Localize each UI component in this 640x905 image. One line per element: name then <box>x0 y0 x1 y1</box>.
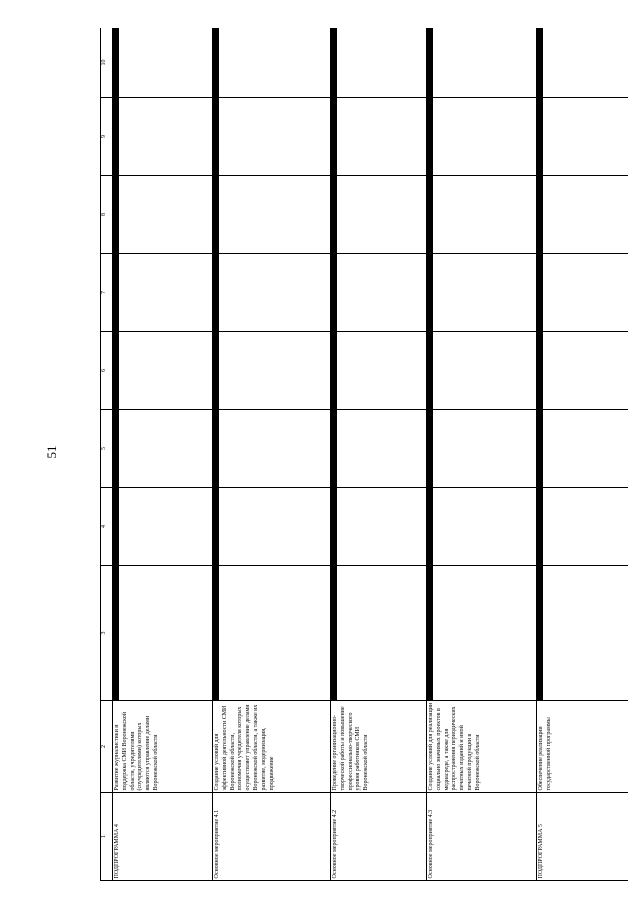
value-column <box>213 98 331 176</box>
value-column <box>537 410 629 488</box>
value-column <box>331 176 427 254</box>
value-column <box>113 98 213 176</box>
sub-cell <box>218 254 219 331</box>
value-column <box>331 28 427 98</box>
header-cell: 2 <box>101 701 113 793</box>
expense-value <box>118 306 119 330</box>
sub-cell <box>542 28 543 97</box>
rotated-table-wrapper <box>100 28 628 881</box>
program-code: Основное мероприятие 4.1 <box>213 793 331 881</box>
header-cell: 9 <box>101 98 113 176</box>
sub-cell <box>542 410 543 487</box>
value-column <box>427 98 537 176</box>
sub-cell <box>542 98 543 175</box>
header-cell: 1 <box>101 793 113 881</box>
program-row <box>213 28 331 881</box>
sub-cell <box>118 410 119 487</box>
expense-value <box>218 306 219 330</box>
expense-value <box>118 535 119 564</box>
value-column <box>537 254 629 332</box>
value-column <box>113 410 213 488</box>
sub-cell <box>118 332 119 409</box>
expense-value <box>336 465 337 486</box>
expense-label <box>118 592 119 699</box>
expense-value <box>432 322 433 330</box>
value-column <box>213 254 331 332</box>
value-column <box>537 28 629 98</box>
expense-value <box>118 228 119 252</box>
expense-value <box>218 462 219 486</box>
expense-value <box>218 150 219 174</box>
value-column <box>427 488 537 566</box>
header-cell: 4 <box>101 488 113 566</box>
expense-value <box>432 478 433 486</box>
expense-value <box>542 309 543 330</box>
value-column <box>427 28 537 98</box>
sub-cell <box>218 566 219 700</box>
table-body <box>101 28 629 881</box>
expense-value <box>218 535 219 564</box>
sub-cell <box>432 488 433 565</box>
expense-value <box>118 150 119 174</box>
expense-value <box>118 72 119 96</box>
program-row <box>113 28 213 881</box>
value-column <box>427 176 537 254</box>
value-column <box>213 488 331 566</box>
sub-cell <box>118 176 119 253</box>
value-column <box>537 98 629 176</box>
expense-label <box>336 592 337 699</box>
value-column <box>113 254 213 332</box>
program-title: Создание условий для эффективной деятельности СМИ Воронежской области, полномочия учредителя которых осуществляет управление делами Воронежской области, а также их развитие, модернизация, продвижение <box>213 701 331 793</box>
sub-cell <box>542 176 543 253</box>
expense-value <box>336 540 337 564</box>
value-column <box>331 254 427 332</box>
sub-cell <box>432 28 433 97</box>
sub-cell <box>218 410 219 487</box>
budget-table <box>100 28 628 881</box>
expense-value <box>336 231 337 252</box>
expense-label <box>432 592 433 699</box>
value-column <box>537 488 629 566</box>
expense-value <box>336 309 337 330</box>
expense-value <box>336 75 337 96</box>
value-column <box>537 176 629 254</box>
value-column <box>537 332 629 410</box>
header-cell: 8 <box>101 176 113 254</box>
expense-label-column <box>113 566 213 701</box>
expense-value <box>432 543 433 564</box>
sub-cell <box>218 176 219 253</box>
expense-value <box>336 387 337 408</box>
header-cell: 3 <box>101 566 113 701</box>
value-column <box>213 332 331 410</box>
program-title: Развитие журналистики и поддержка СМИ Воронежской области, учредителями (соучредителями) которых являются управление делами Воронежской области <box>113 701 213 793</box>
sub-cell <box>336 98 337 175</box>
sub-cell <box>336 332 337 409</box>
value-column <box>113 488 213 566</box>
expense-label-column <box>427 566 537 701</box>
expense-value <box>542 153 543 174</box>
program-code: ПОДПРОГРАММА 4 <box>113 793 213 881</box>
sub-cell <box>218 98 219 175</box>
value-column <box>331 488 427 566</box>
sub-cell <box>432 176 433 253</box>
expense-label-column <box>331 566 427 701</box>
program-title: Создание условий для реализации социально значимых проектов в медиасреде, а также для распространения периодических печатных изданий и иной печатной продукции в Воронежской области <box>427 701 537 793</box>
value-column <box>213 410 331 488</box>
sub-cell <box>336 254 337 331</box>
value-column <box>113 332 213 410</box>
program-code: ПОДПРОГРАММА 5 <box>537 793 629 881</box>
sub-cell <box>432 332 433 409</box>
expense-value <box>336 153 337 174</box>
sub-cell <box>336 28 337 97</box>
value-column <box>331 98 427 176</box>
sub-cell <box>118 488 119 565</box>
sub-cell <box>218 28 219 97</box>
sub-cell <box>218 488 219 565</box>
program-code: Основное мероприятие 4.2 <box>331 793 427 881</box>
expense-value <box>542 387 543 408</box>
sub-cell <box>432 254 433 331</box>
value-column <box>427 254 537 332</box>
expense-value <box>542 75 543 96</box>
header-cell: 5 <box>101 410 113 488</box>
sub-cell <box>336 566 337 700</box>
header-row <box>101 28 113 881</box>
sub-cell <box>218 332 219 409</box>
value-column <box>113 28 213 98</box>
expense-value <box>218 72 219 96</box>
value-column <box>427 332 537 410</box>
header-cell: 7 <box>101 254 113 332</box>
expense-label <box>218 592 219 699</box>
rotated-table-container <box>100 28 628 881</box>
program-code: Основное мероприятие 4.3 <box>427 793 537 881</box>
value-column <box>213 28 331 98</box>
expense-value <box>218 228 219 252</box>
expense-value <box>432 156 433 174</box>
sub-cell <box>336 410 337 487</box>
sub-cell <box>118 28 119 97</box>
sub-cell <box>118 98 119 175</box>
sub-cell <box>336 176 337 253</box>
expense-value <box>542 465 543 486</box>
header-cell: 6 <box>101 332 113 410</box>
value-column <box>331 332 427 410</box>
sub-cell <box>542 488 543 565</box>
page-number: 51 <box>44 445 59 459</box>
expense-value <box>218 384 219 408</box>
sub-cell <box>542 566 543 700</box>
program-title: Обеспечение реализации государственной программы <box>537 701 629 793</box>
expense-value <box>432 390 433 408</box>
sub-cell <box>118 566 119 700</box>
value-column <box>113 176 213 254</box>
sub-cell <box>432 410 433 487</box>
expense-label-column <box>537 566 629 701</box>
header-cell: 10 <box>101 28 113 98</box>
value-column <box>427 410 537 488</box>
sub-cell <box>542 254 543 331</box>
expense-value <box>542 540 543 564</box>
sub-cell <box>336 488 337 565</box>
expense-value <box>118 384 119 408</box>
program-row <box>427 28 537 881</box>
program-row <box>537 28 629 881</box>
expense-label <box>542 568 543 699</box>
sub-cell <box>432 566 433 700</box>
program-title: Проведение организационно-творческой работы и повышение профессионально-творческого уровня работников СМИ Воронежской области <box>331 701 427 793</box>
sub-cell <box>542 332 543 409</box>
sub-cell <box>118 254 119 331</box>
program-row <box>331 28 427 881</box>
expense-value <box>432 78 433 96</box>
value-column <box>213 176 331 254</box>
expense-label-column <box>213 566 331 701</box>
sub-cell <box>432 98 433 175</box>
expense-value <box>432 234 433 252</box>
value-column <box>331 410 427 488</box>
expense-value <box>542 231 543 252</box>
expense-value <box>118 462 119 486</box>
